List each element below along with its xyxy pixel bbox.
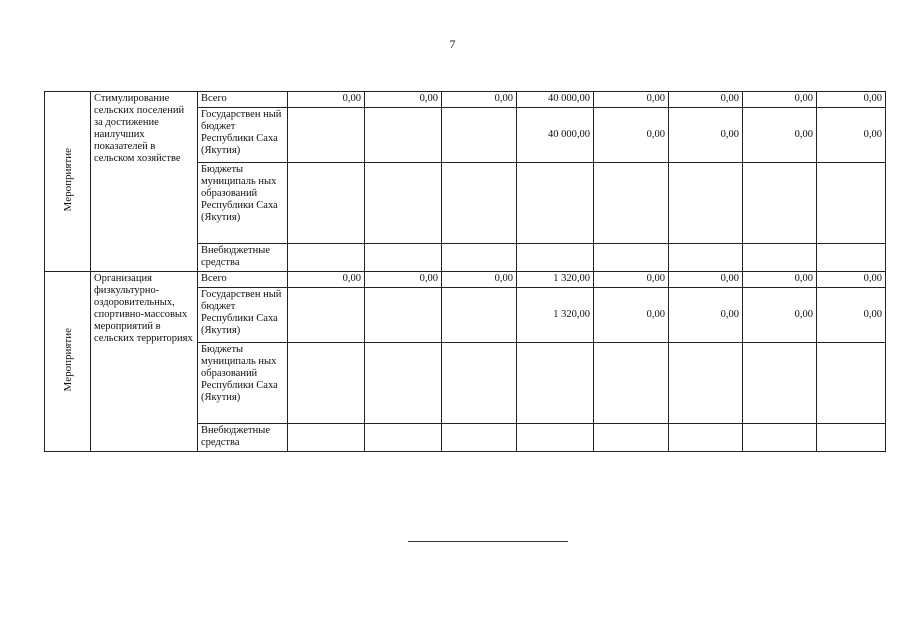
amount-cell bbox=[669, 244, 743, 272]
budget-table bbox=[44, 91, 886, 452]
funding-source-cell: Бюджеты муниципаль ных образований Республики Саха (Якутия) bbox=[198, 163, 288, 244]
amount-cell bbox=[517, 424, 594, 452]
amount-cell: 0,00 bbox=[442, 272, 517, 288]
amount-cell: 0,00 bbox=[817, 108, 886, 163]
amount-cell bbox=[365, 424, 442, 452]
amount-cell bbox=[288, 163, 365, 244]
activity-name-cell: Стимулирование сельских поселений за достижение наилучших показателей в сельском хозяйстве bbox=[91, 92, 198, 272]
amount-cell: 0,00 bbox=[594, 272, 669, 288]
amount-cell: 0,00 bbox=[743, 288, 817, 343]
amount-cell bbox=[442, 424, 517, 452]
amount-cell bbox=[743, 343, 817, 424]
amount-cell: 0,00 bbox=[594, 288, 669, 343]
funding-source-cell: Бюджеты муниципаль ных образований Республики Саха (Якутия) bbox=[198, 343, 288, 424]
amount-cell bbox=[365, 343, 442, 424]
amount-cell bbox=[669, 163, 743, 244]
amount-cell bbox=[365, 288, 442, 343]
amount-cell bbox=[517, 343, 594, 424]
amount-cell: 0,00 bbox=[817, 272, 886, 288]
table-body bbox=[45, 92, 886, 452]
amount-cell bbox=[288, 424, 365, 452]
amount-cell bbox=[288, 244, 365, 272]
amount-cell bbox=[442, 288, 517, 343]
amount-cell: 0,00 bbox=[743, 108, 817, 163]
amount-cell: 0,00 bbox=[817, 288, 886, 343]
amount-cell: 0,00 bbox=[669, 92, 743, 108]
amount-cell: 0,00 bbox=[288, 272, 365, 288]
amount-cell bbox=[817, 424, 886, 452]
amount-cell bbox=[817, 343, 886, 424]
table-row bbox=[45, 92, 886, 108]
amount-cell bbox=[517, 244, 594, 272]
funding-source-cell: Всего bbox=[198, 92, 288, 108]
amount-cell: 0,00 bbox=[594, 92, 669, 108]
funding-source-cell: Государствен ный бюджет Республики Саха (Якутия) bbox=[198, 288, 288, 343]
amount-cell: 0,00 bbox=[817, 92, 886, 108]
amount-cell: 0,00 bbox=[365, 272, 442, 288]
amount-cell bbox=[594, 244, 669, 272]
activity-type-label: Мероприятие bbox=[61, 147, 74, 212]
amount-cell: 0,00 bbox=[669, 272, 743, 288]
funding-source-cell: Государствен ный бюджет Республики Саха (Якутия) bbox=[198, 108, 288, 163]
amount-cell bbox=[817, 244, 886, 272]
amount-cell bbox=[442, 163, 517, 244]
amount-cell: 40 000,00 bbox=[517, 108, 594, 163]
funding-source-cell: Внебюджетные средства bbox=[198, 244, 288, 272]
amount-cell: 0,00 bbox=[743, 272, 817, 288]
amount-cell bbox=[743, 424, 817, 452]
funding-source-cell: Всего bbox=[198, 272, 288, 288]
amount-cell bbox=[743, 244, 817, 272]
amount-cell: 0,00 bbox=[365, 92, 442, 108]
activity-type-cell bbox=[45, 272, 91, 452]
amount-cell: 0,00 bbox=[594, 108, 669, 163]
page-number: 7 bbox=[449, 37, 456, 51]
amount-cell: 0,00 bbox=[442, 92, 517, 108]
amount-cell bbox=[669, 343, 743, 424]
amount-cell bbox=[442, 244, 517, 272]
amount-cell bbox=[517, 163, 594, 244]
funding-source-cell: Внебюджетные средства bbox=[198, 424, 288, 452]
separator-line bbox=[408, 541, 568, 542]
activity-type-cell bbox=[45, 92, 91, 272]
amount-cell bbox=[288, 288, 365, 343]
amount-cell bbox=[365, 244, 442, 272]
amount-cell bbox=[594, 424, 669, 452]
amount-cell bbox=[743, 163, 817, 244]
amount-cell bbox=[288, 108, 365, 163]
amount-cell bbox=[442, 343, 517, 424]
amount-cell bbox=[442, 108, 517, 163]
amount-cell: 0,00 bbox=[743, 92, 817, 108]
amount-cell: 0,00 bbox=[669, 108, 743, 163]
amount-cell: 1 320,00 bbox=[517, 288, 594, 343]
amount-cell bbox=[594, 163, 669, 244]
table-row bbox=[45, 272, 886, 288]
activity-type-label: Мероприятие bbox=[61, 327, 74, 392]
amount-cell bbox=[817, 163, 886, 244]
amount-cell: 1 320,00 bbox=[517, 272, 594, 288]
amount-cell: 0,00 bbox=[669, 288, 743, 343]
amount-cell bbox=[669, 424, 743, 452]
amount-cell: 0,00 bbox=[288, 92, 365, 108]
amount-cell bbox=[288, 343, 365, 424]
activity-name-cell: Организация физкультурно-оздоровительных, спортивно-массовых мероприятий в сельских территориях bbox=[91, 272, 198, 452]
amount-cell: 40 000,00 bbox=[517, 92, 594, 108]
amount-cell bbox=[365, 108, 442, 163]
amount-cell bbox=[365, 163, 442, 244]
amount-cell bbox=[594, 343, 669, 424]
